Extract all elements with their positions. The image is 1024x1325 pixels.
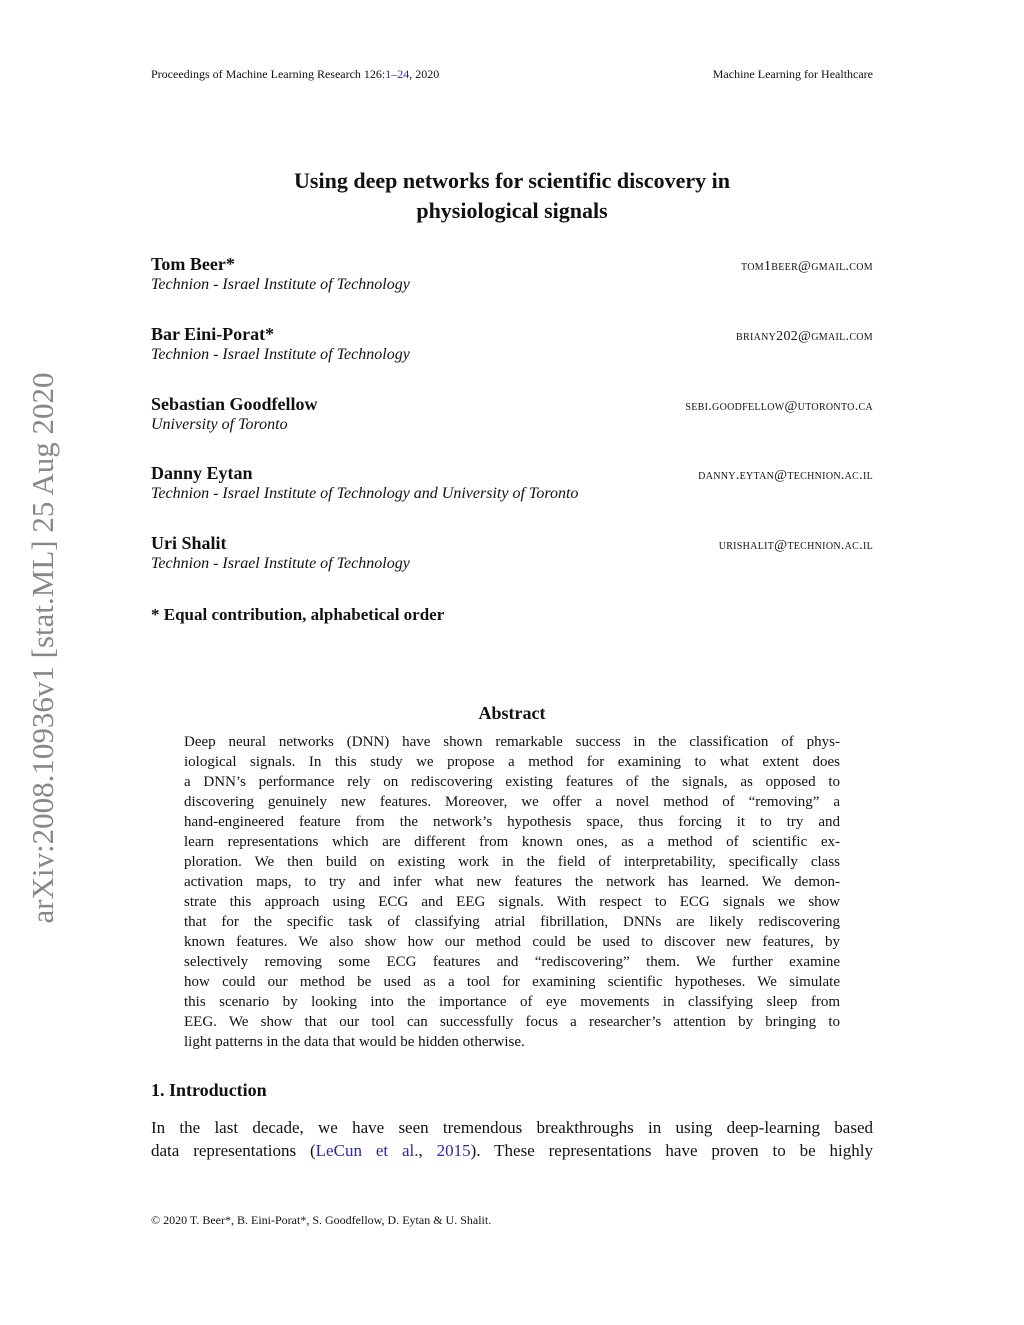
text: , — [418, 1141, 437, 1160]
author-name: Bar Eini-Porat* — [151, 324, 275, 344]
author-email[interactable]: sebi.goodfellow@utoronto.ca — [685, 399, 873, 414]
copyright-footer: © 2020 T. Beer*, B. Eini-Porat*, S. Goodfellow, D. Eytan & U. Shalit. — [151, 1213, 492, 1227]
text: ). These representations have proven to be highly — [470, 1141, 873, 1160]
running-header-right: Machine Learning for Healthcare — [712, 67, 873, 81]
author-affiliation: Technion - Israel Institute of Technology — [151, 555, 410, 572]
abstract-line: strate this approach using ECG and EEG signals. With respect to ECG signals we show — [184, 894, 840, 910]
intro-line — [151, 1139, 873, 1162]
abstract-line: known features. We also show how our method could be used to discover new features, by — [184, 934, 840, 950]
abstract-line: Deep neural networks (DNN) have shown remarkable success in the classification of phys- — [184, 734, 840, 750]
abstract-line: light patterns in the data that would be hidden otherwise. — [184, 1034, 525, 1050]
text: data representations ( — [151, 1141, 316, 1160]
abstract-line: a DNN’s performance rely on rediscovering existing features of the signals, as opposed to — [184, 774, 840, 790]
abstract-line: ploration. We then build on existing work in the field of interpretability, specifically class — [184, 854, 840, 870]
year-text: , 2020 — [409, 67, 440, 81]
author-name: Tom Beer* — [151, 254, 235, 274]
abstract-line: hand-engineered feature from the network’s hypothesis space, thus forcing it to try and — [184, 814, 840, 830]
arxiv-stamp: arXiv:2008.10936v1 [stat.ML] 25 Aug 2020 — [25, 372, 60, 924]
abstract-line: this scenario by looking into the importance of eye movements in classifying sleep from — [184, 994, 840, 1010]
abstract-line: iological signals. In this study we propose a method for examining to what extent does — [184, 754, 840, 770]
abstract-line: learn representations which are different from known ones, as a method of scientific ex- — [184, 834, 840, 850]
abstract-line: activation maps, to try and infer what new features the network has learned. We demon- — [184, 874, 840, 890]
author-email[interactable]: danny.eytan@technion.ac.il — [698, 468, 873, 483]
author-block — [151, 394, 873, 434]
abstract-line: selectively removing some ECG features and “rediscovering” them. We further examine — [184, 954, 840, 970]
introduction-text — [151, 1116, 873, 1162]
author-email[interactable]: urishalit@technion.ac.il — [718, 538, 873, 553]
running-header-left — [151, 67, 439, 82]
intro-line: In the last decade, we have seen tremendous breakthroughs in using deep-learning based — [151, 1118, 873, 1137]
author-affiliation: Technion - Israel Institute of Technology — [151, 346, 410, 363]
abstract-line: how could our method be used as a tool for examining scientific hypotheses. We simulate — [184, 974, 840, 990]
equal-contribution-note: * Equal contribution, alphabetical order — [151, 605, 445, 624]
author-email[interactable]: briany202@gmail.com — [736, 329, 873, 344]
title-line: Using deep networks for scientific discovery in — [294, 168, 730, 193]
author-affiliation: Technion - Israel Institute of Technology and University of Toronto — [151, 485, 579, 502]
author-name: Sebastian Goodfellow — [151, 394, 318, 414]
citation-year-link[interactable]: 2015 — [436, 1141, 471, 1160]
abstract-body — [184, 732, 840, 1052]
citation-link[interactable]: LeCun et al. — [315, 1141, 419, 1160]
page-range-link[interactable]: 1–24 — [385, 67, 410, 81]
abstract-heading: Abstract — [478, 703, 546, 723]
title-line: physiological signals — [416, 198, 608, 223]
author-email[interactable]: tom1beer@gmail.com — [741, 259, 873, 274]
author-block — [151, 254, 873, 294]
proceedings-text: Proceedings of Machine Learning Research 126: — [151, 67, 386, 81]
author-name: Danny Eytan — [151, 463, 253, 483]
author-name: Uri Shalit — [151, 533, 227, 553]
author-affiliation: Technion - Israel Institute of Technology — [151, 276, 410, 293]
abstract-line: that for the specific task of classifying atrial fibrillation, DNNs are likely rediscovering — [184, 914, 840, 930]
section-heading-introduction: 1. Introduction — [151, 1080, 267, 1100]
author-block — [151, 324, 873, 364]
author-block — [151, 463, 873, 503]
paper-title — [0, 166, 1024, 226]
author-block — [151, 533, 873, 573]
author-affiliation: University of Toronto — [151, 416, 288, 433]
abstract-line: EEG. We show that our tool can successfully focus a researcher’s attention by bringing to — [184, 1014, 840, 1030]
abstract-line: discovering genuinely new features. Moreover, we offer a novel method of “removing” a — [184, 794, 840, 810]
